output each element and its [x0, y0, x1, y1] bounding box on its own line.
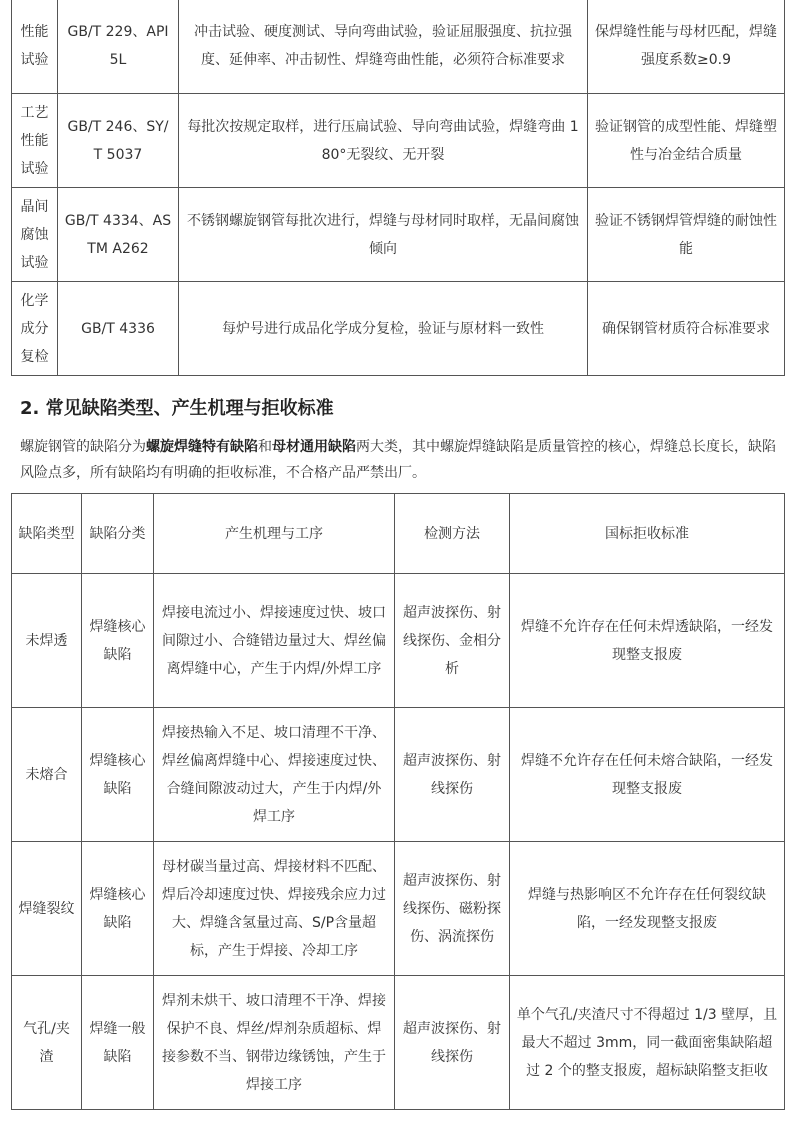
section-heading: 2. 常见缺陷类型、产生机理与拒收标准 [20, 398, 334, 419]
column-header: 缺陷类型 [12, 494, 82, 574]
column-header: 缺陷分类 [82, 494, 154, 574]
table-row [12, 282, 785, 376]
test-purpose: 验证钢管的成型性能、焊缝塑性与冶金结合质量 [588, 94, 785, 188]
defect-type: 气孔/夹渣 [12, 976, 82, 1110]
defect-category: 焊缝核心缺陷 [82, 842, 154, 976]
table-row [12, 574, 785, 708]
table-header-row [12, 494, 785, 574]
intro-emphasis: 母材通用缺陷 [272, 439, 356, 455]
test-purpose: 保焊缝性能与母材匹配，焊缝强度系数≥0.9 [588, 0, 785, 94]
test-purpose: 验证不锈钢焊管焊缝的耐蚀性能 [588, 188, 785, 282]
table-row [12, 188, 785, 282]
table-row [12, 0, 785, 94]
detection-method: 超声波探伤、射线探伤、磁粉探伤、涡流探伤 [395, 842, 510, 976]
defect-type: 焊缝裂纹 [12, 842, 82, 976]
test-standard: GB/T 229、API 5L [58, 0, 179, 94]
test-method: 每批次按规定取样，进行压扁试验、导向弯曲试验，焊缝弯曲 180°无裂纹、无开裂 [179, 94, 588, 188]
defect-category: 焊缝一般缺陷 [82, 976, 154, 1110]
test-items-table [11, 0, 785, 376]
defect-type: 未焊透 [12, 574, 82, 708]
table-row [12, 976, 785, 1110]
test-method: 不锈钢螺旋钢管每批次进行，焊缝与母材同时取样，无晶间腐蚀倾向 [179, 188, 588, 282]
intro-emphasis: 螺旋焊缝特有缺陷 [146, 439, 258, 455]
defect-mechanism: 母材碳当量过高、焊接材料不匹配、焊后冷却速度过快、焊接残余应力过大、焊缝含氢量过高、S/P含量超标，产生于焊接、冷却工序 [154, 842, 395, 976]
defects-table [11, 493, 785, 1110]
test-item-name: 化学成分复检 [12, 282, 58, 376]
defect-mechanism: 焊接热输入不足、坡口清理不干净、焊丝偏离焊缝中心、焊接速度过快、合缝间隙波动过大，产生于内焊/外焊工序 [154, 708, 395, 842]
test-purpose: 确保钢管材质符合标准要求 [588, 282, 785, 376]
column-header: 国标拒收标准 [510, 494, 785, 574]
intro-text: 螺旋钢管的缺陷分为 [20, 439, 146, 455]
column-header: 产生机理与工序 [154, 494, 395, 574]
table-row [12, 842, 785, 976]
test-item-name: 工艺性能试验 [12, 94, 58, 188]
detection-method: 超声波探伤、射线探伤 [395, 708, 510, 842]
intro-text: 和 [258, 439, 272, 455]
rejection-criteria: 单个气孔/夹渣尺寸不得超过 1/3 壁厚，且最大不超过 3mm，同一截面密集缺陷超过 2 个的整支报废，超标缺陷整支拒收 [510, 976, 785, 1110]
rejection-criteria: 焊缝与热影响区不允许存在任何裂纹缺陷，一经发现整支报废 [510, 842, 785, 976]
detection-method: 超声波探伤、射线探伤 [395, 976, 510, 1110]
test-standard: GB/T 246、SY/T 5037 [58, 94, 179, 188]
intro-text: 两大类，其中螺旋焊缝缺陷是质量管控的核心，焊缝总长度长，缺陷风险点多，所有缺陷均有明确的拒收标准，不合格产品严禁出厂。 [20, 439, 776, 481]
detection-method: 超声波探伤、射线探伤、金相分析 [395, 574, 510, 708]
section-intro [20, 434, 780, 486]
rejection-criteria: 焊缝不允许存在任何未焊透缺陷，一经发现整支报废 [510, 574, 785, 708]
defect-mechanism: 焊接电流过小、焊接速度过快、坡口间隙过小、合缝错边量过大、焊丝偏离焊缝中心，产生于内焊/外焊工序 [154, 574, 395, 708]
test-standard: GB/T 4334、ASTM A262 [58, 188, 179, 282]
test-item-name: 晶间腐蚀试验 [12, 188, 58, 282]
defect-category: 焊缝核心缺陷 [82, 708, 154, 842]
defect-type: 未熔合 [12, 708, 82, 842]
defect-mechanism: 焊剂未烘干、坡口清理不干净、焊接保护不良、焊丝/焊剂杂质超标、焊接参数不当、钢带边缘锈蚀，产生于焊接工序 [154, 976, 395, 1110]
rejection-criteria: 焊缝不允许存在任何未熔合缺陷，一经发现整支报废 [510, 708, 785, 842]
test-method: 冲击试验、硬度测试、导向弯曲试验，验证屈服强度、抗拉强度、延伸率、冲击韧性、焊缝弯曲性能，必须符合标准要求 [179, 0, 588, 94]
test-standard: GB/T 4336 [58, 282, 179, 376]
defect-category: 焊缝核心缺陷 [82, 574, 154, 708]
test-method: 每炉号进行成品化学成分复检，验证与原材料一致性 [179, 282, 588, 376]
table-row [12, 708, 785, 842]
table-row [12, 94, 785, 188]
column-header: 检测方法 [395, 494, 510, 574]
test-item-name: 性能试验 [12, 0, 58, 94]
